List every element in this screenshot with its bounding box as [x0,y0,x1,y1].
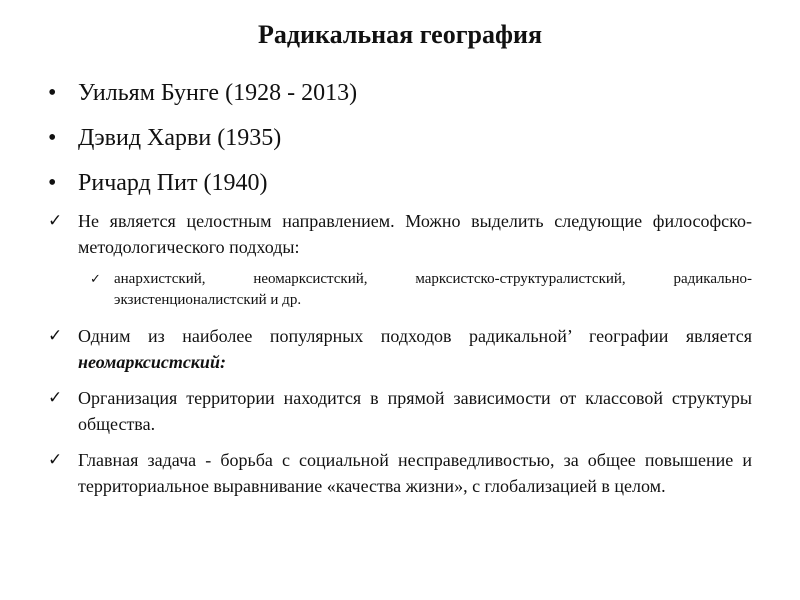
check-item-text: Не является целостным направлением. Можно выделить следующие философско-методологического подходы: [78,211,752,257]
check-item-text [78,323,752,375]
bullet-icon: • [48,80,57,106]
check-item [48,208,752,260]
checkmark-icon: ✓ [90,272,101,287]
bullet-text: Ричард Пит (1940) [78,170,268,196]
check-item-text-emphasis: неомарксистский: [78,352,226,372]
bullet-icon: • [48,125,57,151]
bullet-item [48,123,281,153]
slide-title: Радикальная география [257,20,543,49]
check-item-text-plain: Одним из наиболее популярных подходов радикальной’ географии является [78,326,752,346]
check-item-text: Главная задача - борьба с социальной несправедливостью, за общее повышение и территориальное выравнивание «качества жизни», с глобализацией в целом. [78,450,752,496]
check-item-text: Организация территории находится в прямой зависимости от классовой структуры общества. [78,388,752,434]
checkmark-icon: ✓ [48,388,63,408]
sub-check-item [90,269,752,311]
checkmark-icon: ✓ [48,326,63,346]
checkmark-icon: ✓ [48,450,63,470]
sub-check-item-text: анархистский, неомарксистский, марксистско-структуралистский, радикально-экзистенционалистский и др. [114,271,752,308]
bullet-icon: • [48,170,57,196]
bullet-text: Дэвид Харви (1935) [78,125,282,151]
bullet-item [48,168,267,198]
bullet-item [48,78,357,108]
check-item [48,447,752,499]
checkmark-icon: ✓ [48,211,63,231]
bullet-text: Уильям Бунге (1928 - 2013) [78,80,358,106]
check-item [48,323,752,375]
check-item [48,385,752,437]
